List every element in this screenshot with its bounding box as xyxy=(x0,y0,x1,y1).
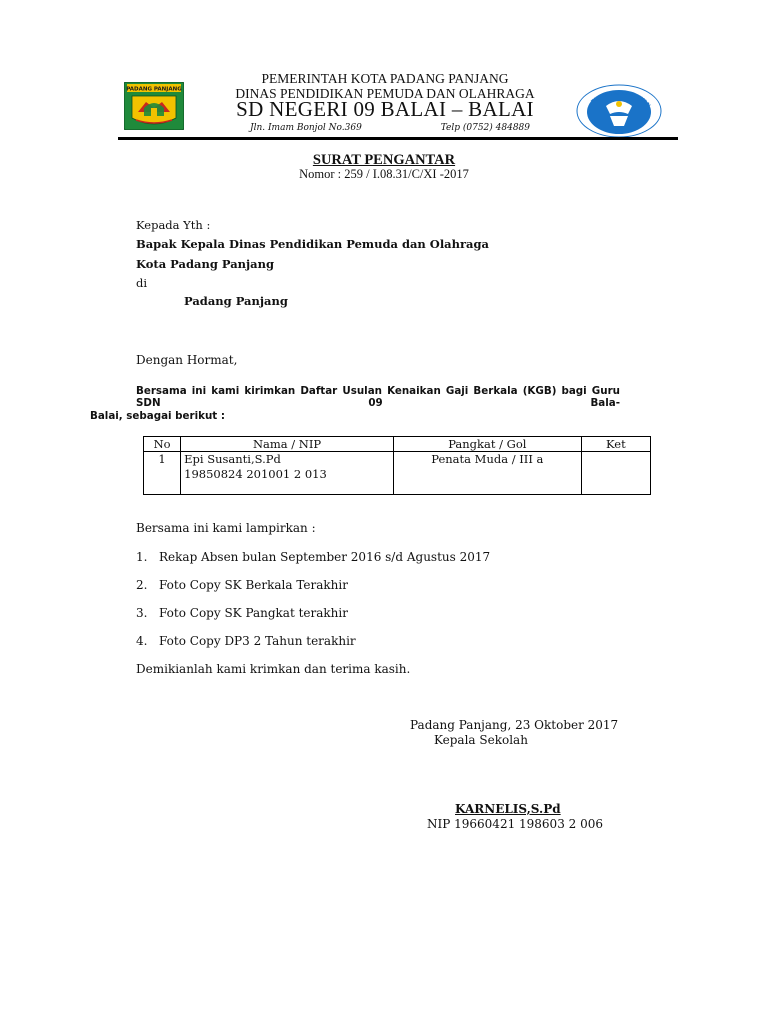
intro-line-2: Balai, sebagai berikut : xyxy=(90,410,225,422)
col-header-nama: Nama / NIP xyxy=(181,437,394,452)
salutation: Dengan Hormat, xyxy=(136,353,238,367)
list-item xyxy=(136,634,356,648)
col-header-no: No xyxy=(144,437,181,452)
cell-nama-nip xyxy=(181,452,394,495)
closing-text: Demikianlah kami krimkan dan terima kasih. xyxy=(136,662,411,676)
list-text: Foto Copy DP3 2 Tahun terakhir xyxy=(159,634,356,648)
list-item xyxy=(136,606,348,620)
contact-line xyxy=(250,123,530,133)
recipient-place: Padang Panjang xyxy=(184,294,288,308)
svg-text:PADANG PANJANG: PADANG PANJANG xyxy=(126,86,182,93)
document-title: SURAT PENGANTAR xyxy=(312,152,456,168)
address: Jln. Imam Bonjol No.369 xyxy=(250,123,362,133)
letter-number: Nomor : 259 / I.08.31/C/XI -2017 xyxy=(299,167,469,181)
cell-no: 1 xyxy=(144,452,181,495)
recipient-line2: Kota Padang Panjang xyxy=(136,257,275,271)
teacher-name: Epi Susanti,S.Pd xyxy=(184,452,281,466)
table-header-row xyxy=(144,437,651,452)
signer-name: KARNELIS,S.Pd xyxy=(455,802,561,816)
agency-name: DINAS PENDIDIKAN PEMUDA DAN OLAHRAGA xyxy=(235,86,535,101)
cell-pangkat: Penata Muda / III a xyxy=(393,452,581,495)
svg-text:TUT WURI HANDAYANI: TUT WURI HANDAYAN xyxy=(590,90,652,109)
phone: Telp (0752) 484889 xyxy=(440,123,530,133)
tut-wuri-handayani-logo xyxy=(576,84,662,138)
intro-line-1: Bersama ini kami kirimkan Daftar Usulan Kenaikan Gaji Berkala (KGB) bagi Guru SDN 09 Bala- xyxy=(136,385,620,409)
recipient-greeting: Kepada Yth : xyxy=(136,218,211,232)
signer-position: Kepala Sekolah xyxy=(434,733,528,747)
signer-nip: NIP 19660421 198603 2 006 xyxy=(427,817,603,831)
teacher-nip: 19850824 201001 2 013 xyxy=(184,467,327,481)
cell-ket xyxy=(581,452,650,495)
teacher-table xyxy=(143,436,651,495)
list-text: Foto Copy SK Berkala Terakhir xyxy=(159,578,348,592)
list-text: Foto Copy SK Pangkat terakhir xyxy=(159,606,348,620)
col-header-pangkat: Pangkat / Gol xyxy=(393,437,581,452)
recipient-di: di xyxy=(136,276,148,290)
place-date: Padang Panjang, 23 Oktober 2017 xyxy=(410,718,619,732)
government-name: PEMERINTAH KOTA PADANG PANJANG xyxy=(261,71,509,86)
list-text: Rekap Absen bulan September 2016 s/d Agustus 2017 xyxy=(159,550,491,564)
list-number: 4. xyxy=(136,634,148,648)
attachments-intro: Bersama ini kami lampirkan : xyxy=(136,521,316,535)
list-number: 3. xyxy=(136,606,148,620)
list-item xyxy=(136,550,490,564)
recipient-line1: Bapak Kepala Dinas Pendidikan Pemuda dan Olahraga xyxy=(136,237,490,251)
city-emblem-logo xyxy=(124,82,184,130)
list-number: 2. xyxy=(136,578,148,592)
school-name: SD NEGERI 09 BALAI – BALAI xyxy=(236,97,534,121)
table-row xyxy=(144,452,651,495)
list-item xyxy=(136,578,348,592)
letterhead-rule xyxy=(118,137,678,140)
col-header-ket: Ket xyxy=(581,437,650,452)
list-number: 1. xyxy=(136,550,148,564)
